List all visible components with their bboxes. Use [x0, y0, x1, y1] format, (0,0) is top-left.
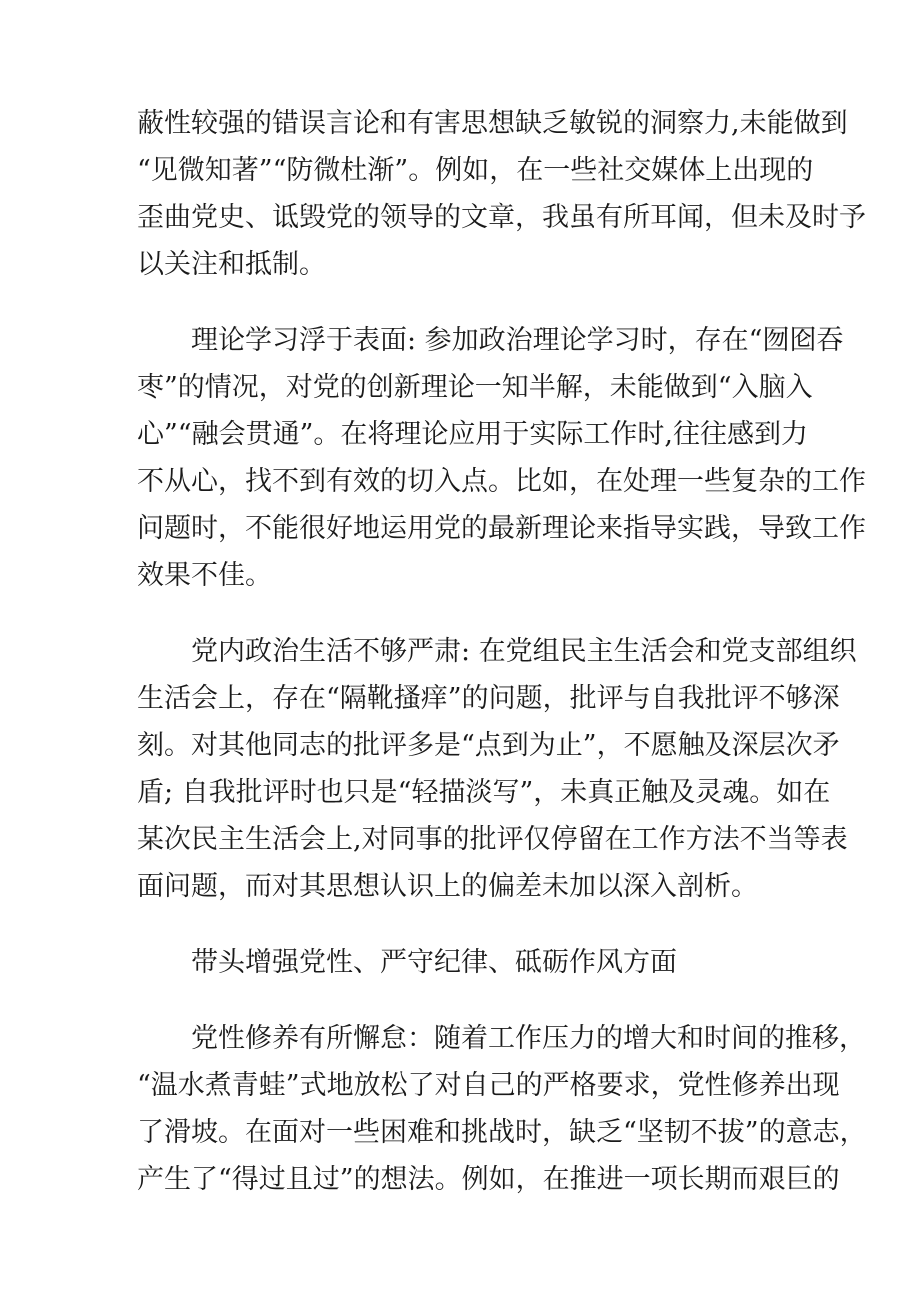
text-line: 产生了“得过且过”的想法。例如，在推进一项长期而艰巨的: [137, 1164, 840, 1195]
text-line: 蔽性较强的错误言论和有害思想缺乏敏锐的洞察力,未能做到: [137, 108, 848, 139]
text-line: 心”“融会贯通”。在将理论应用于实际工作时,往往感到力: [137, 419, 808, 450]
text-line: 某次民主生活会上,对同事的批评仅停留在工作方法不当等表: [137, 824, 848, 855]
text-line: “见微知著”“防微杜渐”。例如，在一些社交媒体上出现的: [137, 155, 814, 186]
paragraph-1: [137, 100, 866, 288]
section-heading: [137, 939, 797, 986]
heading-text: 带头增强党性、严守纪律、砥砺作风方面: [191, 947, 677, 978]
text-line: 以关注和抵制。: [137, 249, 326, 280]
paragraph-2: [137, 317, 866, 599]
text-line: 不从心，找不到有效的切入点。比如，在处理一些复杂的工作: [137, 466, 866, 497]
text-line: 刻。对其他同志的批评多是“点到为止”，不愿触及深层次矛: [137, 730, 840, 761]
text-line: 生活会上，存在“隔靴搔痒”的问题，批评与自我批评不够深: [137, 683, 840, 714]
text-line: 了滑坡。在面对一些困难和挑战时，缺乏“坚韧不拔”的意志，: [137, 1117, 867, 1148]
text-line: 歪曲党史、诋毁党的领导的文章，我虽有所耳闻，但未及时予: [137, 202, 866, 233]
text-line: “温水煮青蛙”式地放松了对自己的严格要求，党性修养出现: [137, 1070, 840, 1101]
text-line: 面问题，而对其思想认识上的偏差未加以深入剖析。: [137, 871, 758, 902]
paragraph-5: [137, 1015, 867, 1203]
text-line: 理论学习浮于表面: 参加政治理论学习时，存在“囫囵吞: [191, 325, 844, 356]
text-line: 效果不佳。: [137, 560, 272, 591]
document-body: [137, 100, 867, 1232]
text-line: 枣”的情况，对党的创新理论一知半解，未能做到“入脑入: [137, 372, 813, 403]
text-line: 盾; 自我批评时也只是“轻描淡写”，未真正触及灵魂。如在: [137, 777, 831, 808]
paragraph-3: [137, 628, 857, 910]
text-line: 党内政治生活不够严肃: 在党组民主生活会和党支部组织: [191, 636, 857, 667]
text-line: 党性修养有所懈怠：随着工作压力的增大和时间的推移，: [191, 1023, 866, 1054]
text-line: 问题时，不能很好地运用党的最新理论来指导实践，导致工作: [137, 513, 866, 544]
